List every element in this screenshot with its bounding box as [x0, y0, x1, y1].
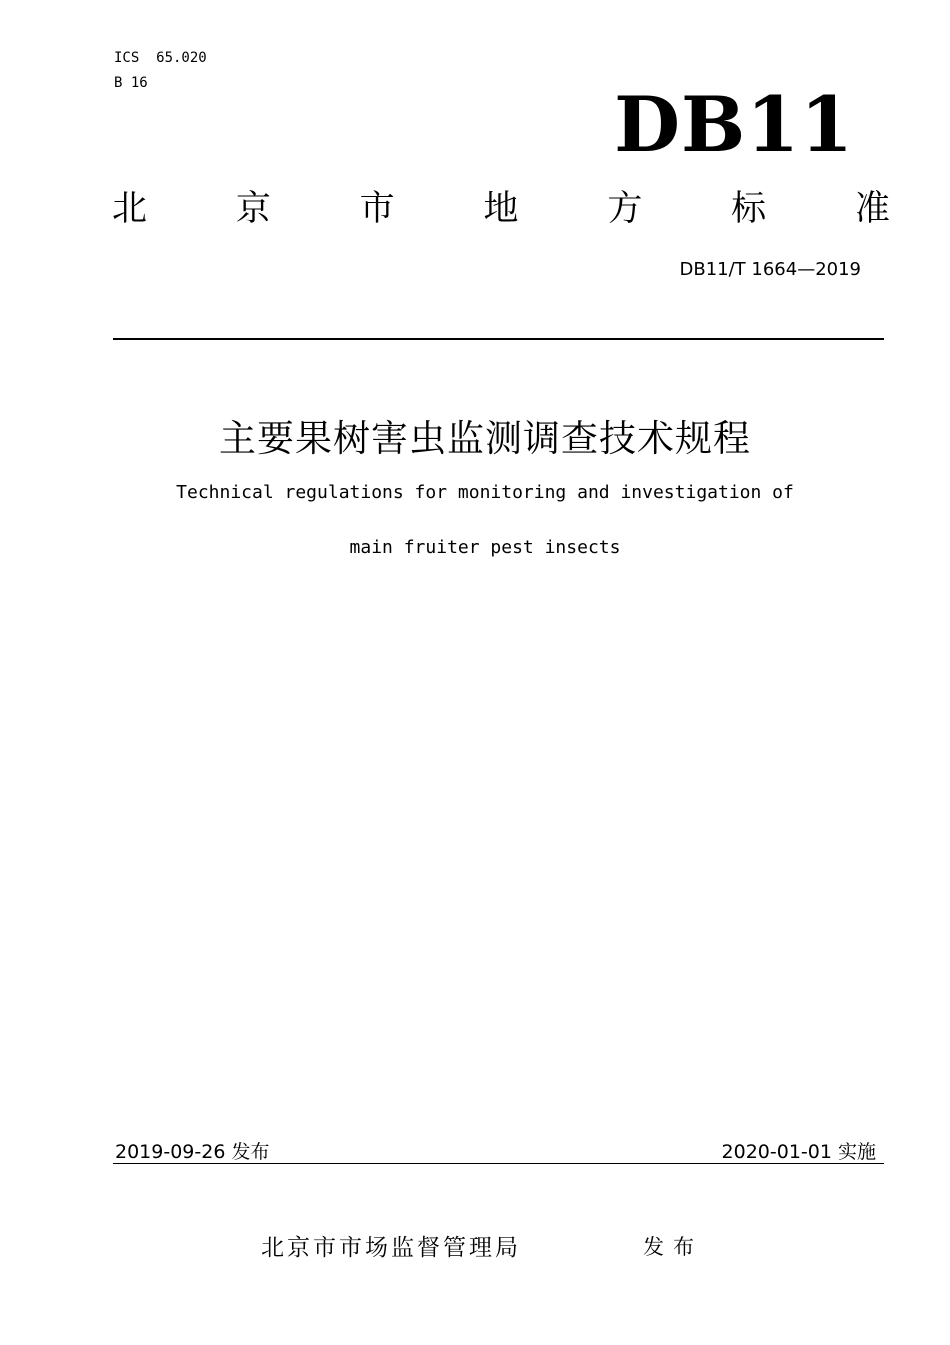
title-chinese: 主要果树害虫监测调查技术规程	[219, 417, 751, 460]
standard-number: DB11/T 1664—2019	[679, 259, 861, 280]
footer-divider	[113, 1163, 884, 1164]
db11-logo: DB11	[614, 80, 854, 169]
ics-code: ICS 65.020	[114, 50, 207, 66]
title-english-line-2: main fruiter pest insects	[349, 537, 621, 558]
standard-type-char: 北	[112, 189, 148, 229]
implementation-date: 2020-01-01 实施	[721, 1141, 876, 1163]
standard-type-char: 京	[235, 189, 271, 229]
ccs-code: B 16	[114, 75, 148, 91]
standard-type-char: 市	[359, 189, 395, 229]
header-divider	[113, 338, 884, 340]
title-english-line-1: Technical regulations for monitoring and investigation of	[176, 482, 794, 503]
publish-label: 发布	[643, 1235, 703, 1259]
standard-type-heading	[112, 186, 890, 232]
standard-type-char: 准	[854, 189, 890, 229]
standard-type-char: 地	[483, 189, 519, 229]
standard-type-char: 方	[607, 189, 643, 229]
publisher-name: 北京市市场监督管理局	[261, 1235, 521, 1261]
issue-date: 2019-09-26 发布	[115, 1141, 270, 1163]
standard-type-char: 标	[731, 189, 767, 229]
